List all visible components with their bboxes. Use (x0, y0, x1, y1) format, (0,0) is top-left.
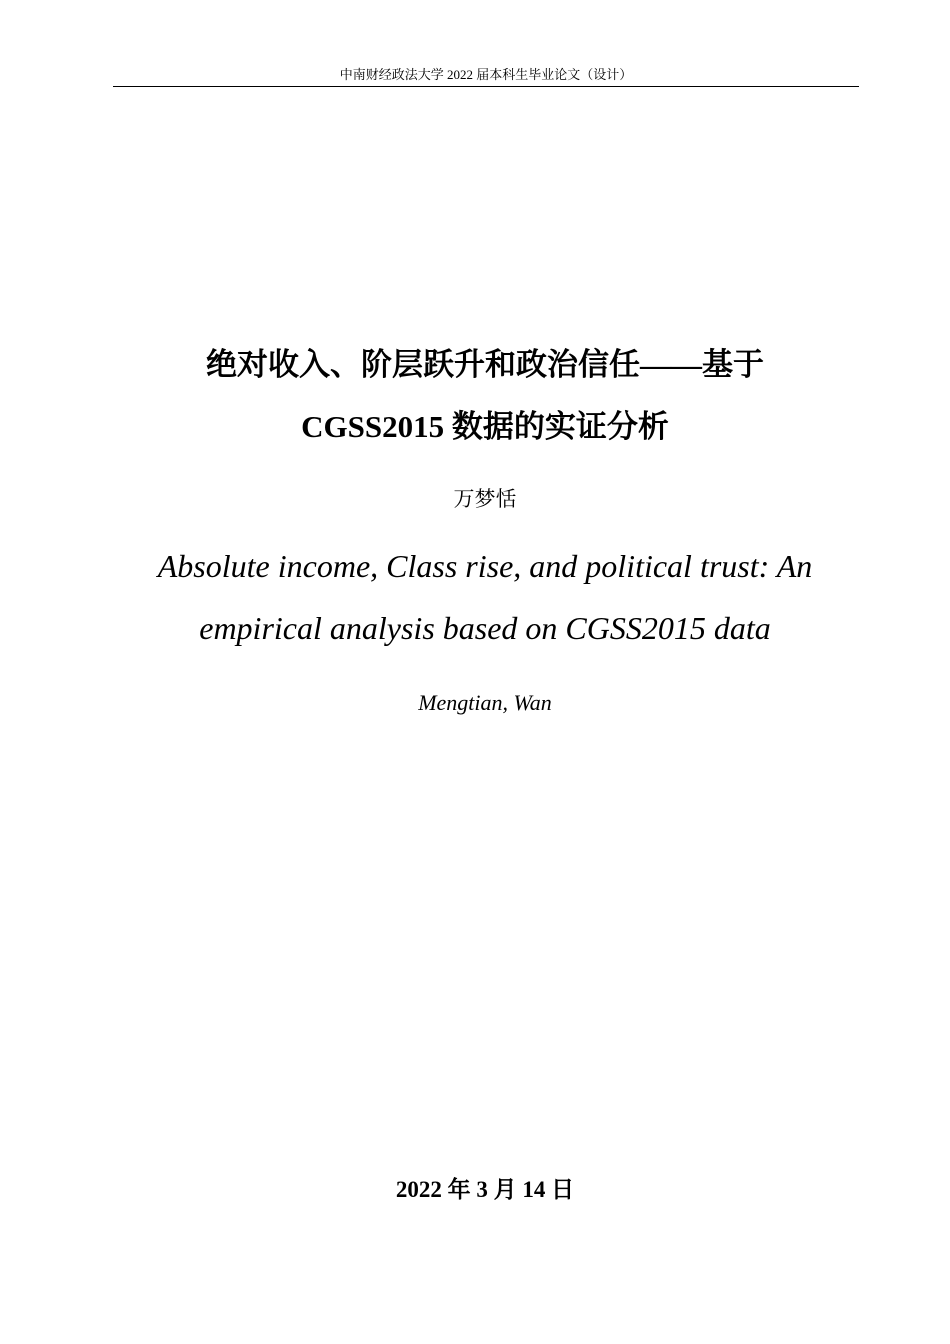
running-header: 中南财经政法大学 2022 届本科生毕业论文（设计） (339, 67, 633, 82)
english-title-line-1: Absolute income, Class rise, and political trust: An (157, 548, 813, 584)
chinese-author: 万梦恬 (453, 487, 517, 511)
chinese-title-line-2: CGSS2015 数据的实证分析 (301, 409, 669, 444)
header-rule (113, 86, 859, 87)
english-title (90, 535, 880, 659)
english-title-line-2: empirical analysis based on CGSS2015 data (199, 610, 771, 646)
chinese-title (90, 334, 880, 458)
submission-date: 2022 年 3 月 14 日 (395, 1177, 575, 1202)
chinese-title-line-1: 绝对收入、阶层跃升和政治信任——基于 (206, 347, 764, 382)
english-author: Mengtian, Wan (418, 690, 552, 715)
